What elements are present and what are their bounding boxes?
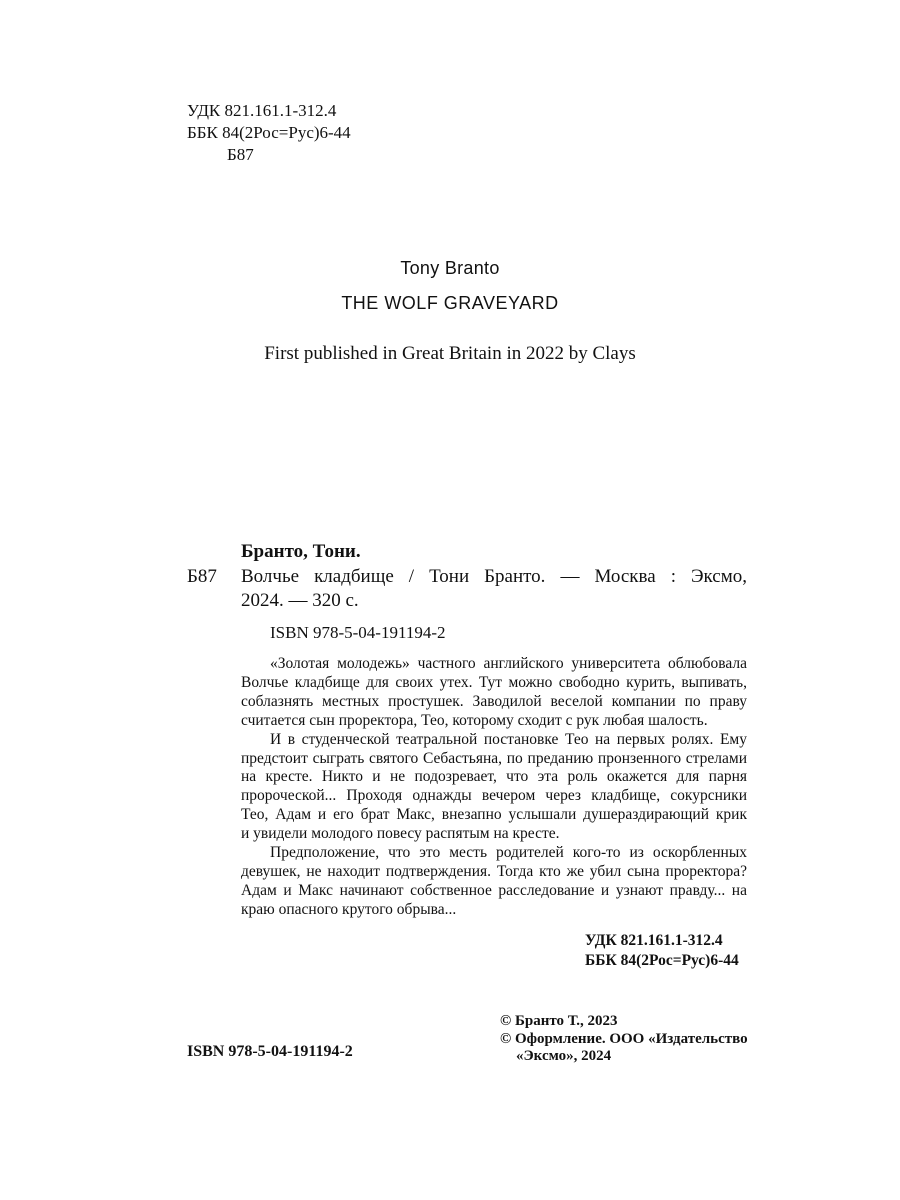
original-title: THE WOLF GRAVEYARD bbox=[341, 293, 559, 313]
copyright-author: © Бранто Т., 2023 bbox=[500, 1013, 618, 1029]
bibliographic-description-line: 2024. — 320 с. bbox=[241, 590, 359, 611]
annotation-line: соблазнять местных простушек. Заводилой веселой компании по праву bbox=[241, 692, 747, 710]
annotation-line: и увидели молодого повесу распятым на кресте. bbox=[241, 825, 560, 843]
original-author: Tony Branto bbox=[400, 258, 500, 278]
annotation-line: краю опасного крутого обрыва... bbox=[241, 900, 457, 918]
bibliographic-author-heading: Бранто, Тони. bbox=[241, 541, 361, 562]
author-mark: Б87 bbox=[227, 145, 254, 164]
annotation-line: Волчье кладбище для своих утех. Тут можно свободно курить, выпивать, bbox=[241, 673, 747, 691]
bibliographic-description-line: Волчье кладбище / Тони Бранто. — Москва : Эксмо, bbox=[241, 566, 747, 587]
annotation-line: Адам и Макс начинают собственное расследование и узнают правду... на bbox=[241, 881, 747, 899]
udk-code: УДК 821.161.1-312.4 bbox=[187, 101, 337, 120]
bbk-code: ББК 84(2Рос=Рус)6-44 bbox=[585, 952, 739, 969]
copyright-design-continued: «Эксмо», 2024 bbox=[516, 1048, 612, 1064]
bbk-code: ББК 84(2Рос=Рус)6-44 bbox=[187, 123, 351, 142]
annotation-line: пророческой... Проходя однажды вечером через кладбище, сокурсники bbox=[241, 787, 747, 805]
annotation bbox=[241, 655, 747, 920]
copyright-block bbox=[500, 1013, 748, 1066]
bibliographic-isbn: ISBN 978-5-04-191194-2 bbox=[270, 623, 446, 642]
udk-code: УДК 821.161.1-312.4 bbox=[585, 932, 723, 949]
annotation-line: Предположение, что это месть родителей кого-то из оскорбленных bbox=[270, 844, 747, 862]
annotation-line: И в студенческой театральной постановке Тео на первых ролях. Ему bbox=[270, 730, 747, 748]
bottom-isbn: ISBN 978-5-04-191194-2 bbox=[187, 1043, 353, 1060]
annotation-line: Тео, Адам и его брат Макс, внезапно услышали душераздирающий крик bbox=[241, 806, 747, 824]
annotation-line: на кресте. Никто и не подозревает, что эта роль окажется для парня bbox=[241, 768, 747, 786]
top-classification-codes bbox=[187, 100, 351, 166]
annotation-line: предстоит сыграть святого Себастьяна, по преданию пронзенного стрелами bbox=[241, 749, 747, 767]
bibliographic-author-mark: Б87 bbox=[187, 566, 217, 587]
annotation-line: считается сын проректора, Тео, которому сходит с рук любая шалость. bbox=[241, 711, 708, 729]
footer-classification-codes bbox=[585, 931, 739, 971]
annotation-line: девушек, не находит подтверждения. Тогда кто же убил сына проректора? bbox=[241, 862, 747, 880]
original-publication: First published in Great Britain in 2022 by Clays bbox=[264, 343, 636, 364]
annotation-line: «Золотая молодежь» частного английского университета облюбовала bbox=[270, 655, 747, 672]
copyright-design: © Оформление. ООО «Издательство bbox=[500, 1030, 748, 1047]
